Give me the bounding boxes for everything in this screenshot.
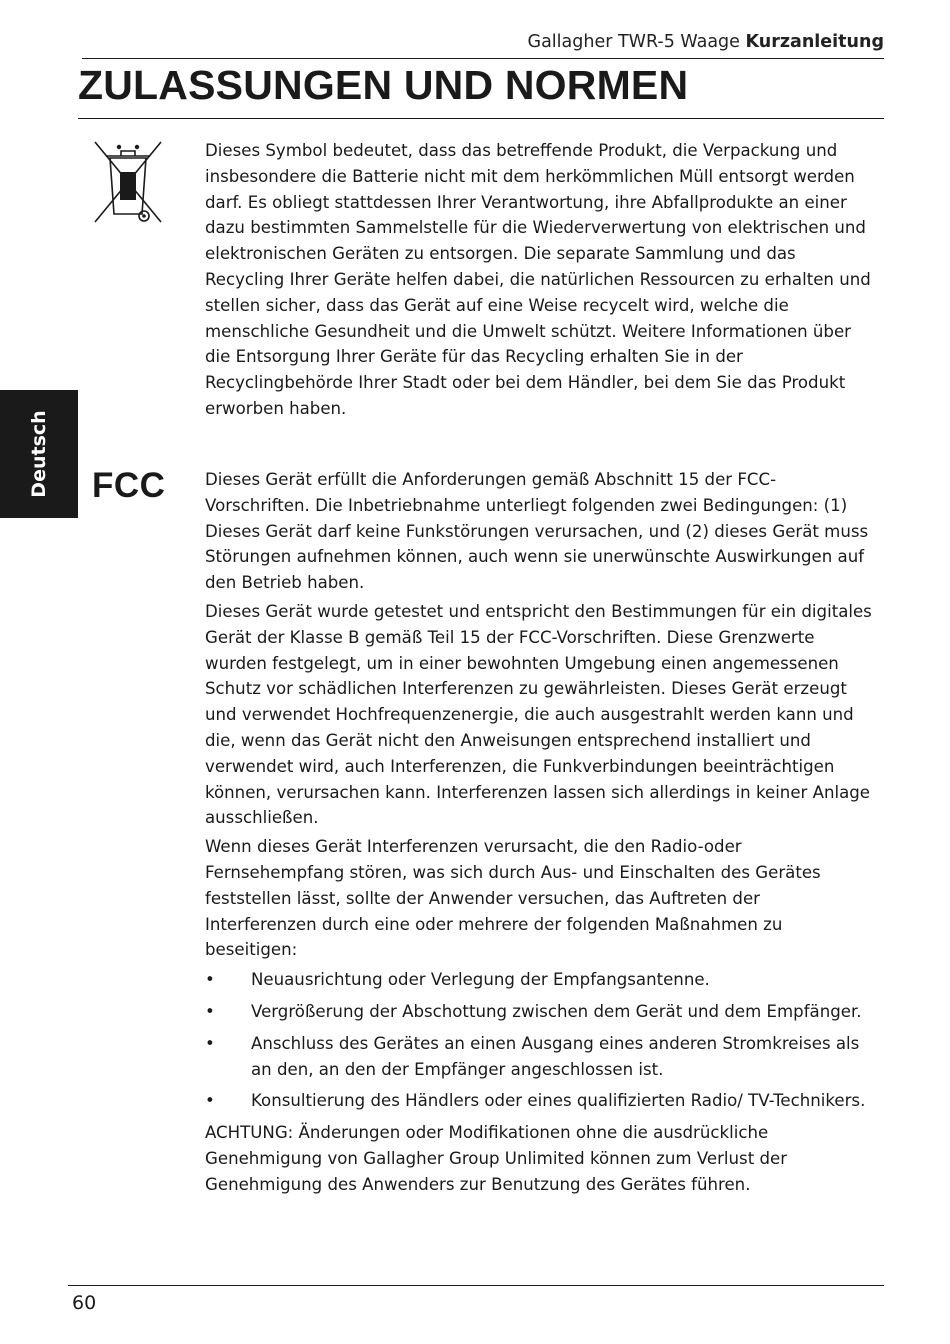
language-tab-label: Deutsch — [28, 410, 50, 498]
bullet-glyph: • — [205, 970, 215, 990]
bullet-glyph: • — [205, 1091, 215, 1111]
page-number: 60 — [72, 1292, 97, 1314]
page-title: ZULASSUNGEN UND NORMEN — [78, 62, 689, 108]
list-item-text: Vergrößerung der Abschottung zwischen dem Gerät und dem Empfänger. — [251, 1001, 862, 1021]
list-item — [205, 1088, 875, 1114]
fcc-paragraph-2: Dieses Gerät wurde getestet und entspricht den Bestimmungen für ein digitales Gerät der Klasse B gemäß Teil 15 der FCC-Vorschriften. Diese Grenzwerte wurden festgelegt, um in einer bewohnten Umgebung einen angemessenen Schutz vor schädlichen Interferenzen zu gewährleisten. Dieses Gerät erzeugt und verwendet Hochfrequenzenergie, die auch ausgestrahlt werden kann und die, wenn das Gerät nicht den Anweisungen entsprechend installiert und verwendet wird, auch Interferenzen, die Funkverbindungen beeinträchtigen können, verursachen kann. Interferenzen lassen sich allerdings in keiner Anlage ausschließen. — [205, 601, 872, 828]
running-header — [528, 32, 884, 52]
language-tab — [0, 390, 78, 518]
bullet-glyph: • — [205, 1001, 215, 1021]
crossed-out-wheelie-bin-icon — [90, 136, 166, 228]
list-item-text: Anschluss des Gerätes an einen Ausgang eines anderen Stromkreises als an den, an den der Empfänger angeschlossen ist. — [251, 1033, 860, 1079]
bullet-glyph: • — [205, 1033, 215, 1053]
header-product: Gallagher TWR-5 Waage — [527, 32, 740, 52]
heading-rule — [78, 118, 884, 119]
disposal-section — [205, 138, 875, 422]
list-item — [205, 999, 875, 1025]
fcc-paragraph-1: Dieses Gerät erfüllt die Anforderungen gemäß Abschnitt 15 der FCC-Vorschriften. Die Inbetriebnahme unterliegt folgenden zwei Bedingungen: (1) Dieses Gerät darf keine Funkstörungen verursachen, und (2) dieses Gerät muss Störungen aufnehmen können, auch wenn sie unerwünschte Auswirkungen auf den Betrieb haben. — [205, 470, 869, 593]
fcc-paragraph-3: Wenn dieses Gerät Interferenzen verursacht, die den Radio-oder Fernsehempfang stören, was sich durch Aus- und Einschalten des Gerätes feststellen lässt, sollte der Anwender versuchen, das Auftreten der Interferenzen durch eine oder mehrere der folgenden Maßnahmen zu beseitigen: — [205, 837, 821, 960]
header-guide: Kurzanleitung — [745, 32, 884, 52]
top-rule — [82, 58, 884, 59]
list-item-text: Neuausrichtung oder Verlegung der Empfangsantenne. — [251, 970, 710, 990]
list-item — [205, 967, 875, 993]
fcc-measures-list — [205, 967, 875, 1114]
list-item-text: Konsultierung des Händlers oder eines qualifizierten Radio/ TV-Technikers. — [251, 1091, 866, 1111]
fcc-warning: ACHTUNG: Änderungen oder Modifikationen ohne die ausdrückliche Genehmigung von Gallagher Group Unlimited können zum Verlust der Genehmigung des Anwenders zur Benutzung des Gerätes führen. — [205, 1123, 788, 1194]
footer-rule — [68, 1285, 884, 1286]
list-item — [205, 1031, 875, 1083]
fcc-section — [205, 467, 875, 1198]
disposal-paragraph: Dieses Symbol bedeutet, dass das betreffende Produkt, die Verpackung und insbesondere die Batterie nicht mit dem herkömmlichen Müll entsorgt werden darf. Es obliegt stattdessen Ihrer Verantwortung, ihre Abfallprodukte an einer dazu bestimmten Sammelstelle für die Wiederverwertung von elektrischen und elektronischen Geräten zu entsorgen. Die separate Sammlung und das Recycling Ihrer Geräte helfen dabei, die natürlichen Ressourcen zu erhalten und stellen sicher, dass das Gerät auf eine Weise recycelt wird, welche die menschliche Gesundheit und die Umwelt schützt. Weitere Informationen über die Entsorgung Ihrer Geräte für das Recycling erhalten Sie in der Recyclingbehörde Ihrer Stadt oder bei dem Händler, bei dem Sie das Produkt erworben haben. — [205, 141, 871, 418]
fcc-logo: FCC — [92, 466, 166, 505]
